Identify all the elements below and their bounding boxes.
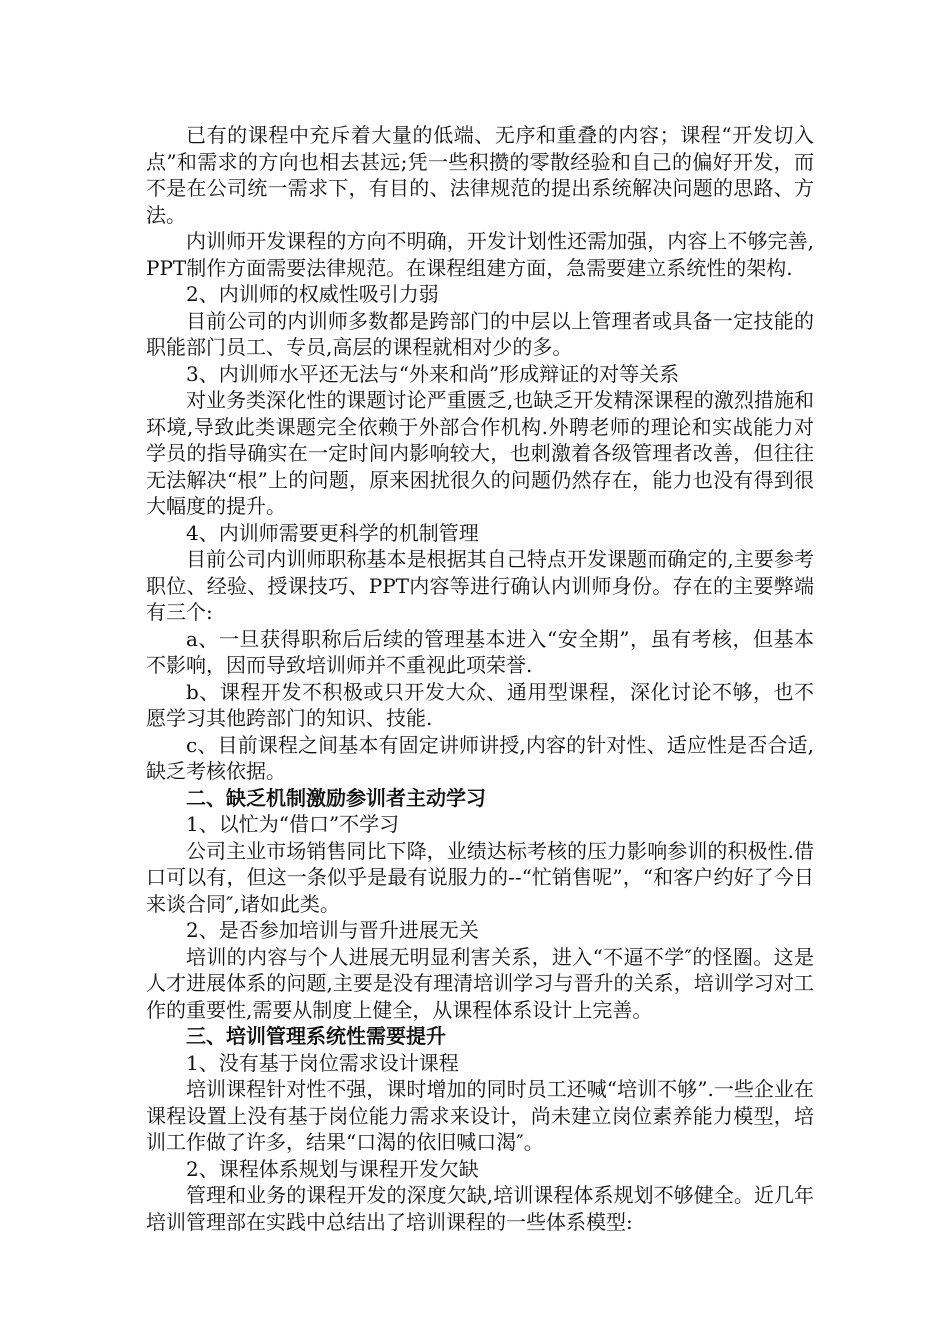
paragraph: 目前公司的内训师多数都是跨部门的中层以上管理者或具备一定技能的职能部门员工、专员,高层的课程就相对少的多。 — [146, 308, 814, 359]
paragraph: 内训师开发课程的方向不明确，开发计划性还需加强，内容上不够完善,PPT制作方面需要法律规范。在课程组建方面，急需要建立系统性的架构. — [146, 229, 814, 280]
list-item: a、一旦获得职称后后续的管理基本进入“安全期”，虽有考核，但基本不影响，因而导致培训师并不重视此项荣誉. — [146, 626, 814, 677]
subheading: 4、内训师需要更科学的机制管理 — [186, 520, 479, 545]
paragraph: 管理和业务的课程开发的深度欠缺,培训课程体系规划不够健全。近几年培训管理部在实践中总结出了培训课程的一些体系模型: — [146, 1183, 814, 1234]
subheading: 2、是否参加培训与晋升进展无关 — [186, 918, 479, 942]
list-item: b、课程开发不积极或只开发大众、通用型课程，深化讨论不够，也不愿学习其他跨部门的知识、技能. — [146, 679, 814, 730]
section-heading: 三、培训管理系统性需要提升 — [186, 1024, 446, 1048]
paragraph: 已有的课程中充斥着大量的低端、无序和重叠的内容；课程“开发切入点”和需求的方向也相去甚远;凭一些积攒的零散经验和自己的偏好开发，而不是在公司统一需求下，有目的、法律规范的提出系统解决问题的思路、方法。 — [146, 123, 814, 227]
paragraph: 公司主业市场销售同比下降，业绩达标考核的压力影响参训的积极性.借口可以有，但这一条似乎是最有说服力的--“忙销售呢”，“和客户约好了今日来谈合同″,诸如此类。 — [146, 838, 814, 916]
paragraph: 培训课程针对性不强，课时增加的同时员工还喊“培训不够”.一些企业在课程设置上没有基于岗位能力需求来设计，尚未建立岗位素养能力模型，培训工作做了许多，结果“口渴的依旧喊口渴″。 — [146, 1077, 814, 1154]
subheading: 1、没有基于岗位需求设计课程 — [186, 1050, 459, 1075]
subheading: 2、课程体系规划与课程开发欠缺 — [186, 1156, 479, 1181]
subheading: 1、以忙为“借口”不学习 — [186, 812, 400, 836]
paragraph: 对业务类深化性的课题讨论严重匮乏,也缺乏开发精深课程的激烈措施和环境,导致此类课题完全依赖于外部合作机构.外聘老师的理论和实战能力对学员的指导确实在一定时间内影响较大，也刺激着各级管理者改善，但往往无法解决“根”上的问题，原来困扰很久的问题仍然存在，能力也没有得到很大幅度的提升。 — [146, 388, 814, 518]
paragraph: 目前公司内训师职称基本是根据其自己特点开发课题而确定的,主要参考职位、经验、授课技巧、PPT内容等进行确认内训师身份。存在的主要弊端有三个: — [146, 547, 814, 624]
subheading: 2、内训师的权威性吸引力弱 — [186, 282, 439, 306]
subheading: 3、内训师水平还无法与“外来和尚”形成辩证的对等关系 — [186, 361, 680, 386]
document-body — [146, 122, 814, 1235]
section-heading: 二、缺乏机制激励参训者主动学习 — [186, 785, 486, 810]
paragraph: 培训的内容与个人进展无明显利害关系，进入“不逼不学″的怪圈。这是人才进展体系的问题,主要是没有理清培训学习与晋升的关系，培训学习对工作的重要性,需要从制度上健全，从课程体系设计上完善。 — [146, 944, 814, 1022]
list-item: c、目前课程之间基本有固定讲师讲授,内容的针对性、适应性是否合适,缺乏考核依据。 — [146, 732, 814, 783]
